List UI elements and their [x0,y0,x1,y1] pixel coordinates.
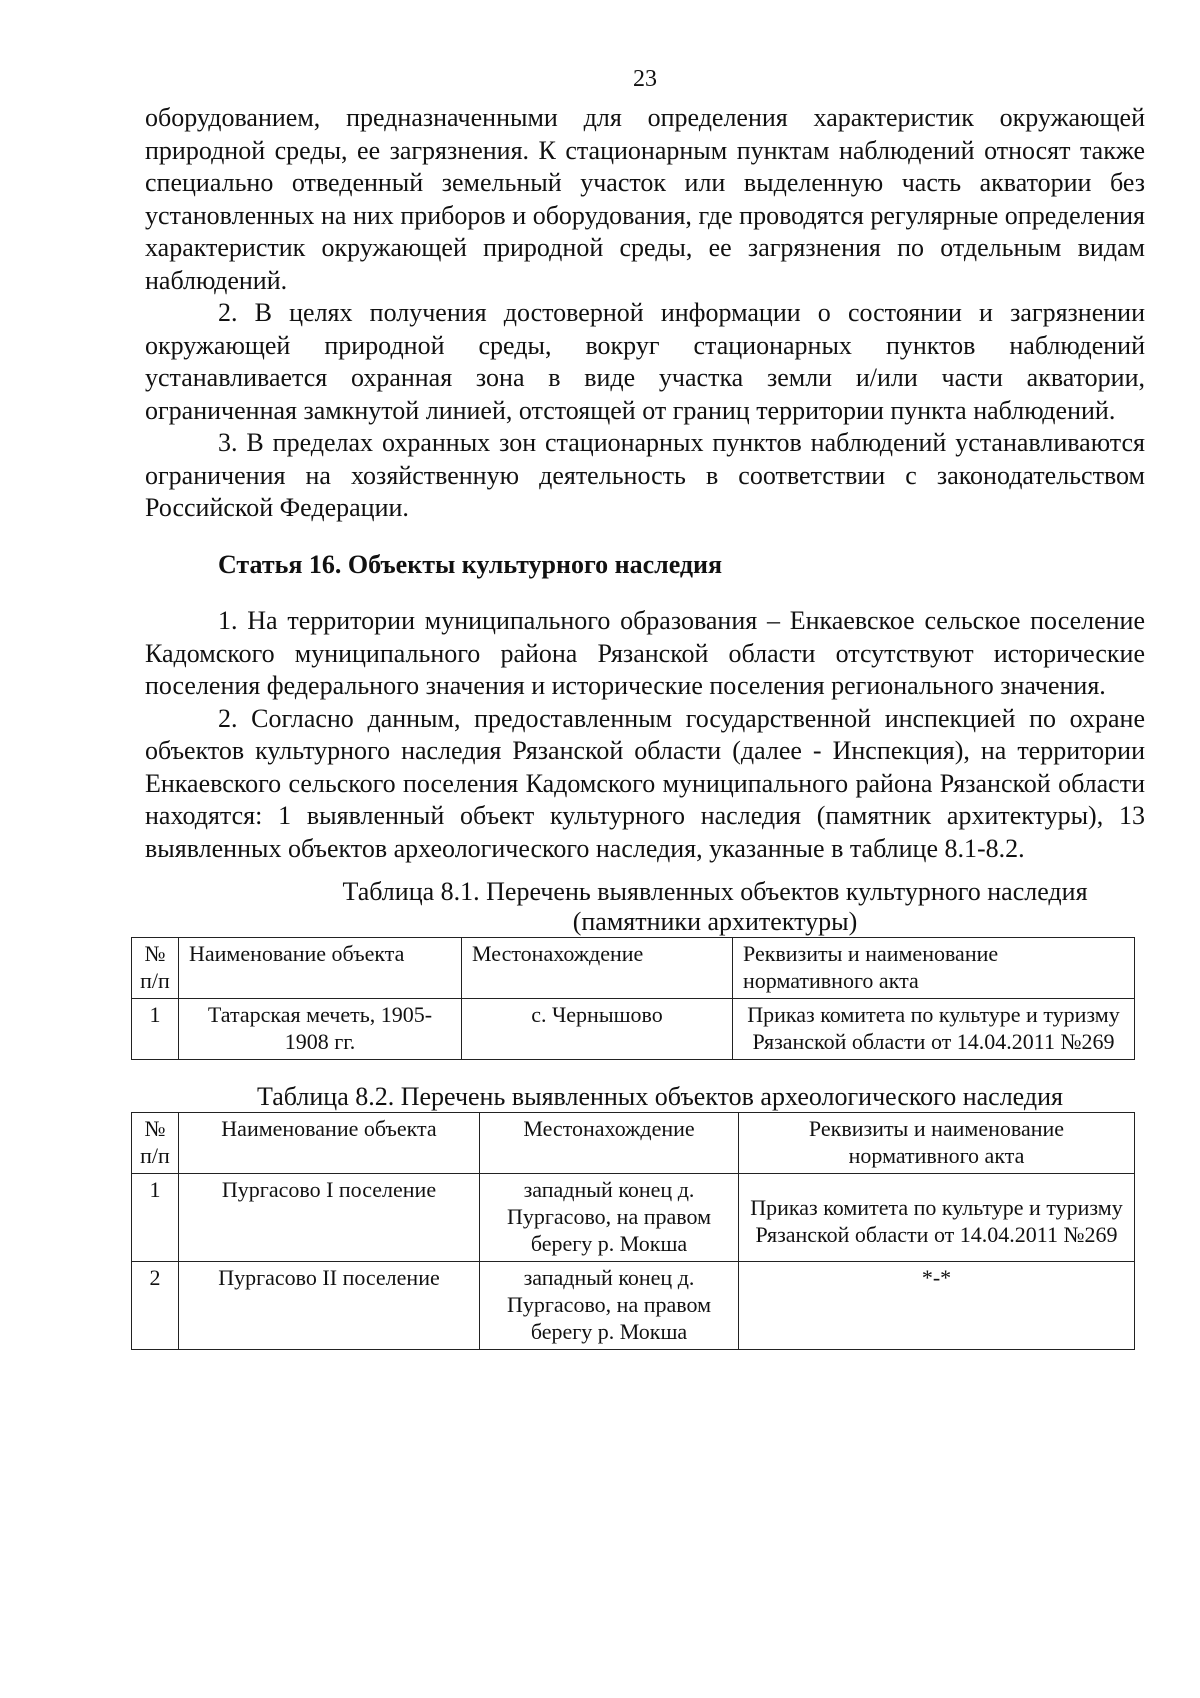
table-architecture-monuments [131,937,1135,1060]
table1-title-line2: (памятники архитектуры) [572,907,858,936]
table2-title: Таблица 8.2. Перечень выявленных объектов археологического наследия [257,1082,1063,1111]
document-page [140,64,1145,1350]
table-row [132,999,1135,1060]
table1-title-line1: Таблица 8.1. Перечень выявленных объектов культурного наследия [342,877,1088,906]
page-number: 23 [633,66,657,92]
article-paragraph-2: 2. Согласно данным, предоставленным государственной инспекцией по охране объектов культурного наследия Рязанской области (далее - Инспекция), на территории Енкаевского сельского поселения Кадомского муниципального района Рязанской области находятся: 1 выявленный объект культурного наследия (памятник архитектуры), 13 выявленных объектов археологического наследия, указанные в таблице 8.1-8.2. [145,703,1145,863]
table2-header-requisites: Реквизиты и наименование нормативного акта [739,1113,1135,1174]
table2-cell-place: западный конец д. Пургасово, на правом берегу р. Мокша [480,1174,739,1262]
table1-cell-requisites: Приказ комитета по культуре и туризму Рязанской области от 14.04.2011 №269 [733,999,1135,1060]
table2-cell-place: западный конец д. Пургасово, на правом берегу р. Мокша [480,1262,739,1350]
table2-cell-num: 2 [132,1262,179,1350]
table1-header-place: Местонахождение [462,938,733,999]
table2-cell-name: Пургасово I поселение [179,1174,480,1262]
table1-title [145,877,1145,937]
table2-header-name: Наименование объекта [179,1113,480,1174]
table-archaeological-heritage [131,1112,1135,1350]
paragraph-continuation: оборудованием, предназначенными для определения характеристик окружающей природной среды, ее загрязнения. К стационарным пунктам наблюдений относят также специально отведенный земельный участок или выделенную часть акватории без установленных на них приборов и оборудования, где проводятся регулярные определения характеристик окружающей природной среды, ее загрязнения по отдельным видам наблюдений. [145,103,1145,295]
table1-cell-place: с. Чернышово [462,999,733,1060]
table2-header-row [132,1113,1135,1174]
table2-header-place: Местонахождение [480,1113,739,1174]
table-row [132,1262,1135,1350]
table1-header-num: № п/п [132,938,179,999]
table1-header-requisites: Реквизиты и наименование нормативного акта [733,938,1135,999]
table2-cell-requisites: Приказ комитета по культуре и туризму Рязанской области от 14.04.2011 №269 [739,1174,1135,1262]
paragraph-item-2: 2. В целях получения достоверной информации о состоянии и загрязнении окружающей природной среды, вокруг стационарных пунктов наблюдений устанавливается охранная зона в виде участка земли и/или части акватории, ограниченная замкнутой линией, отстоящей от границ территории пункта наблюдений. [145,298,1145,425]
table1-cell-num: 1 [132,999,179,1060]
table1-header-name: Наименование объекта [179,938,462,999]
table2-cell-requisites: *-* [739,1262,1135,1350]
table-row [132,1174,1135,1262]
table1-cell-name: Татарская мечеть, 1905-1908 гг. [179,999,462,1060]
paragraph-item-3: 3. В пределах охранных зон стационарных пунктов наблюдений устанавливаются ограничения на хозяйственную деятельность в соответствии с законодательством Российской Федерации. [145,428,1145,522]
table1-header-row [132,938,1135,999]
article-heading: Статья 16. Объекты культурного наследия [218,549,723,579]
table2-cell-num: 1 [132,1174,179,1262]
article-paragraph-1: 1. На территории муниципального образования – Енкаевское сельское поселение Кадомского муниципального района Рязанской области отсутствуют исторические поселения федерального значения и исторические поселения регионального значения. [145,606,1145,700]
table2-header-num: № п/п [132,1113,179,1174]
table2-cell-name: Пургасово II поселение [179,1262,480,1350]
